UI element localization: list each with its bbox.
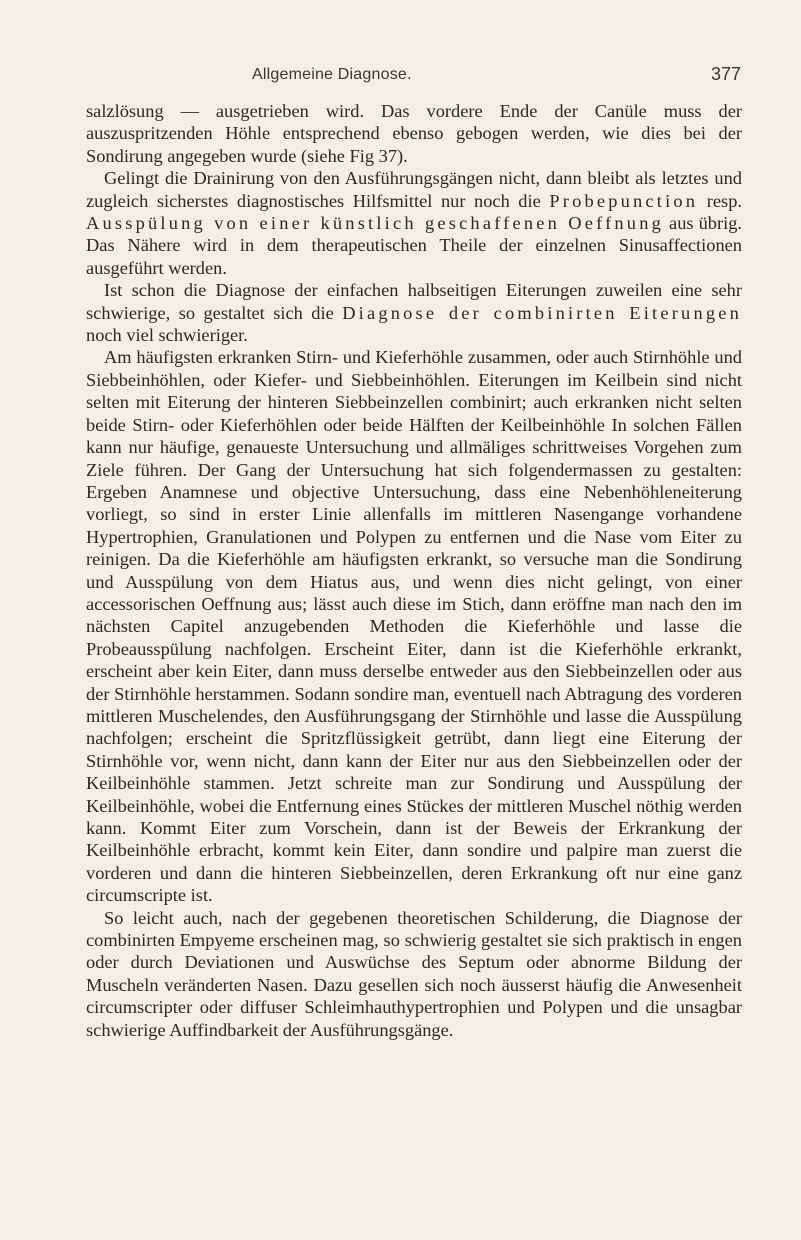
text-segment: Am häufigsten erkranken Stirn- und Kieferhöhle zusammen, oder auch Stirnhöhle und Siebbeinhöhlen, oder Kiefer- und Siebbeinhöhlen. Eiterungen im Keilbein sind nicht selten mit Eiterung der hinteren Siebbeinzellen combinirt; auch erkranken nicht selten beide Stirn- oder Kieferhöhlen oder beide Hälften der Keilbeinhöhle In solchen Fällen kann nur häufige, genaueste Untersuchung und allmäliges schrittweises Vorgehen zum Ziele führen. Der Gang der Untersuchung hat sich folgendermassen zu gestalten: Ergeben Anamnese und objective Untersuchung, dass eine Nebenhöhleneiterung vorliegt, so sind in erster Linie allenfalls im mittleren Nasengange vorhandene Hypertrophien, Granulationen und Polypen zu entfernen und die Nase vom Eiter zu reinigen. Da die Kieferhöhle am häufigsten erkrankt, so versuche man die Sondirung und Ausspülung von dem Hiatus aus, und wenn dies nicht gelingt, von einer accessorischen Oeffnung aus; lässt auch diese im Stich, dann eröffne man nach den im nächsten Capitel anzugebenden Methoden die Kieferhöhle und lasse die Probeausspülung nachfolgen. Erscheint Eiter, dann ist die Kieferhöhle erkrankt, erscheint aber kein Eiter, dann muss derselbe entweder aus den Siebbeinzellen oder aus der Stirnhöhle herstammen. Sodann sondire man, eventuell nach Abtragung des vorderen mittleren Muschelendes, den Ausführungsgang der Stirnhöhle und lasse die Ausspülung nachfolgen; erscheint die Spritzflüssigkeit getrübt, dann liegt eine Eiterung der Stirnhöhle vor, wenn nicht, dann kann der Eiter nur aus den Siebbeinzellen oder der Keilbeinhöhle stammen. Jetzt schreite man zur Sondirung und Ausspülung der Keilbeinhöhle, wobei die Entfernung eines Stückes der mittleren Muschel nöthig werden kann. Kommt Eiter zum Vorschein, dann ist der Beweis der Erkrankung der Keilbeinhöhle erbracht, kommt kein Eiter, dann sondire und palpire man zuerst die vorderen und dann die hinteren Siebbeinzellen, deren Erkrankung oft nur eine ganz circumscripte ist. bbox=[86, 347, 742, 906]
running-head: Allgemeine Diagnose. bbox=[252, 66, 412, 83]
paragraph-5 bbox=[86, 907, 742, 1041]
text-segment: resp. bbox=[698, 190, 742, 211]
paragraph-1 bbox=[86, 100, 742, 167]
text-segment: noch viel schwieriger. bbox=[86, 325, 248, 346]
spaced-term: Diagnose der combinirten Eiterungen bbox=[342, 302, 742, 323]
text-segment: Ist schon die Diagnose der einfachen halbseitigen Eiterungen zuweilen eine sehr schwierige, so gestaltet sich die bbox=[86, 280, 742, 323]
paragraph-4 bbox=[86, 346, 742, 906]
paragraph-2 bbox=[86, 167, 742, 279]
spaced-term: Ausspülung von einer künstlich geschaffenen Oeffnung bbox=[86, 213, 664, 234]
paragraph-3 bbox=[86, 279, 742, 346]
body-text bbox=[86, 100, 742, 1041]
text-segment: So leicht auch, nach der gegebenen theoretischen Schilderung, die Diagnose der combinirten Empyeme erscheinen mag, so schwierig gestaltet sie sich praktisch in engen oder durch Deviationen und Auswüchse des Septum oder abnorme Bildung der Muscheln veränderten Nasen. Dazu gesellen sich noch äusserst häufig die Anwesenheit circumscripter oder diffuser Schleimhauthypertrophien und Polypen und die unsagbar schwierige Auffindbarkeit der Ausführungsgänge. bbox=[86, 907, 742, 1040]
spaced-term: Probepunction bbox=[549, 190, 699, 211]
text-segment: salzlösung — ausgetrieben wird. Das vordere Ende der Canüle muss der auszuspritzenden Höhle entsprechend ebenso gebogen werden, wie dies bei der Sondirung angegeben wurde (siehe Fig 37). bbox=[86, 101, 742, 166]
text-segment: aus übrig. Das Nähere wird in dem therapeutischen Theile der einzelnen Sinusaffectionen ausgeführt werden. bbox=[86, 213, 742, 278]
text-segment: Gelingt die Drainirung von den Ausführungsgängen nicht, dann bleibt als letztes und zugleich sicherstes diagnostisches Hilfsmittel nur noch die bbox=[86, 168, 742, 211]
page-number: 377 bbox=[710, 64, 741, 84]
